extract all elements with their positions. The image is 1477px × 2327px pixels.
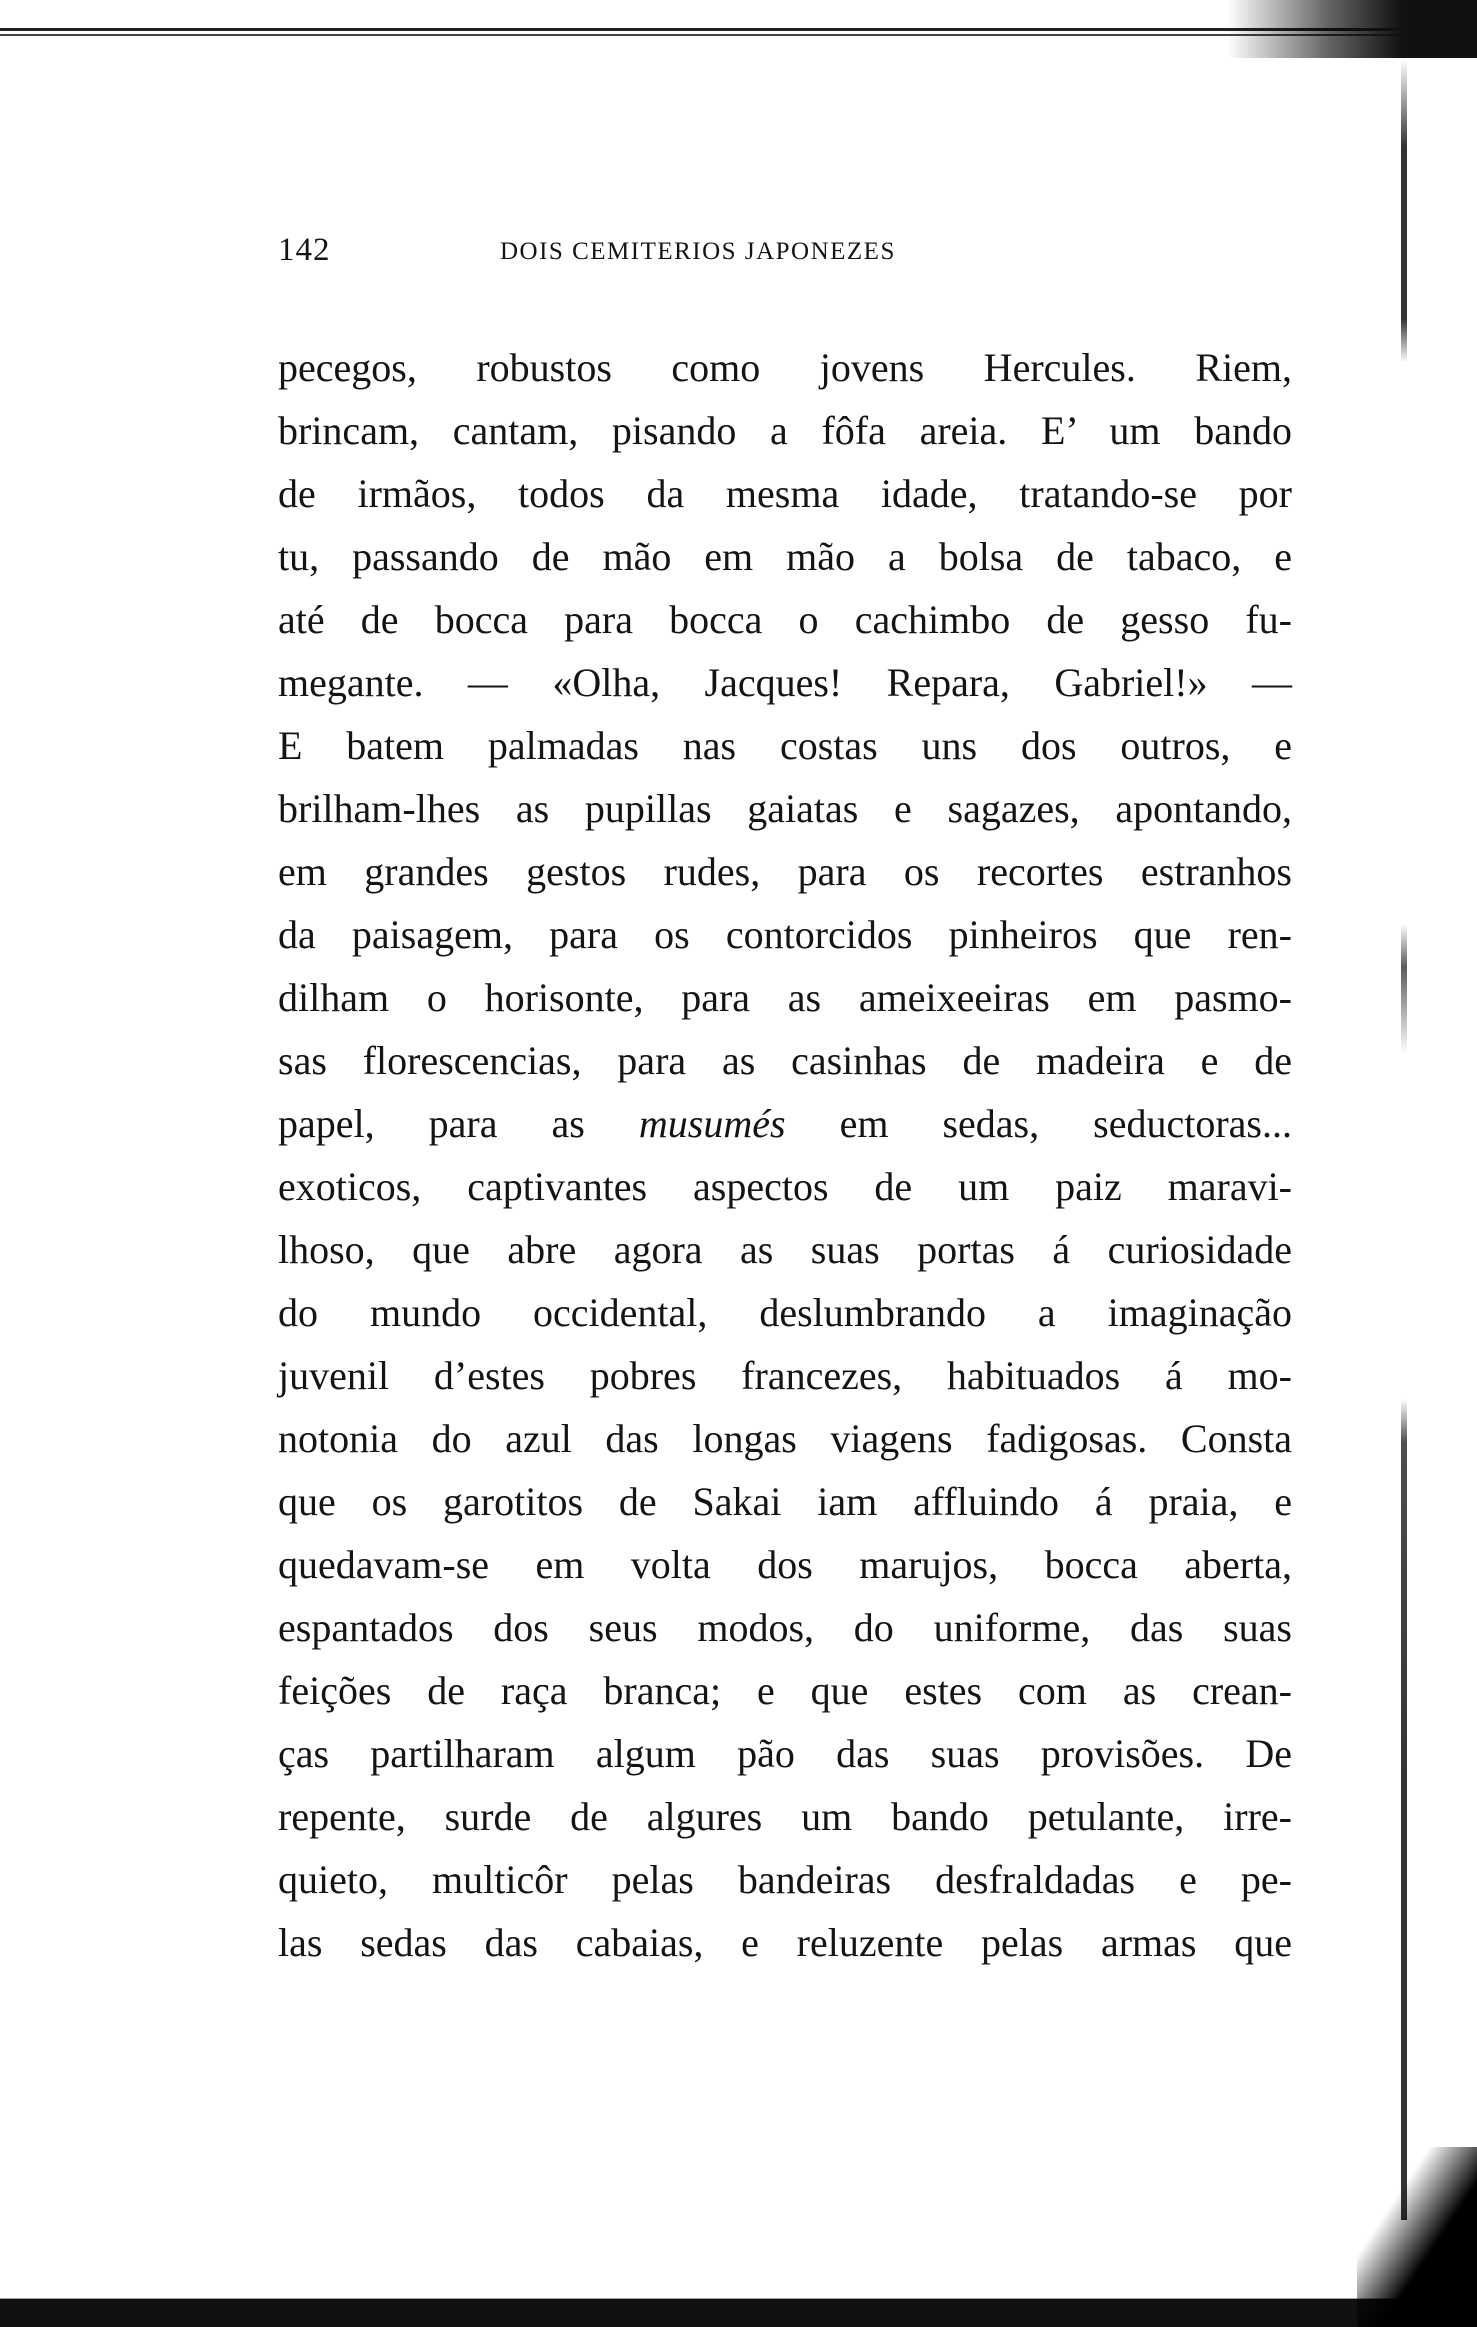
page-number: 142 <box>278 232 331 268</box>
text-line: feições de raça branca; e que estes com as crean- <box>278 1668 1292 1713</box>
scan-bottom-edge <box>0 2283 1477 2327</box>
text-line: ças partilharam algum pão das suas provisões. De <box>278 1731 1292 1776</box>
text-line: megante. — «Olha, Jacques! Repara, Gabriel!» — <box>278 660 1292 705</box>
text-line: lhoso, que abre agora as suas portas á curiosidade <box>278 1227 1292 1272</box>
body-text <box>278 336 1292 1974</box>
text-line: sas florescencias, para as casinhas de madeira e de <box>278 1038 1292 1083</box>
text-line: E batem palmadas nas costas uns dos outros, e <box>278 723 1292 768</box>
scan-right-edge <box>1401 60 1407 2220</box>
scan-top-edge <box>0 28 1440 38</box>
text-line: da paisagem, para os contorcidos pinheiros que ren- <box>278 912 1292 957</box>
text-line: exoticos, captivantes aspectos de um paiz maravi- <box>278 1164 1292 1209</box>
text-segment: em sedas, seductoras... <box>785 1101 1292 1146</box>
text-line: brincam, cantam, pisando a fôfa areia. E’ um bando <box>278 408 1292 453</box>
text-line: pecegos, robustos como jovens Hercules. Riem, <box>278 345 1292 390</box>
text-line: que os garotitos de Sakai iam affluindo á praia, e <box>278 1479 1292 1524</box>
text-line: de irmãos, todos da mesma idade, tratando-se por <box>278 471 1292 516</box>
text-line: em grandes gestos rudes, para os recortes estranhos <box>278 849 1292 894</box>
text-line: las sedas das cabaias, e reluzente pelas armas que <box>278 1920 1292 1965</box>
text-line: repente, surde de algures um bando petulante, irre- <box>278 1794 1292 1839</box>
page-header <box>278 232 1023 272</box>
text-segment: papel, para as <box>278 1101 639 1146</box>
running-head: DOIS CEMITERIOS JAPONEZES <box>500 238 896 265</box>
text-line: tu, passando de mão em mão a bolsa de tabaco, e <box>278 534 1292 579</box>
text-line: brilham-lhes as pupillas gaiatas e sagazes, apontando, <box>278 786 1292 831</box>
text-line: juvenil d’estes pobres francezes, habituados á mo- <box>278 1353 1292 1398</box>
italic-word: musumés <box>638 1101 786 1146</box>
text-line: até de bocca para bocca o cachimbo de gesso fu- <box>278 597 1292 642</box>
text-line: quieto, multicôr pelas bandeiras desfraldadas e pe- <box>278 1857 1292 1902</box>
scan-top-shadow <box>1227 0 1477 58</box>
scan-corner-shadow <box>1357 2147 1477 2327</box>
text-line: quedavam-se em volta dos marujos, bocca aberta, <box>278 1542 1292 1587</box>
text-line: espantados dos seus modos, do uniforme, das suas <box>278 1605 1292 1650</box>
text-line: notonia do azul das longas viagens fadigosas. Consta <box>278 1416 1292 1461</box>
text-line: do mundo occidental, deslumbrando a imaginação <box>278 1290 1292 1335</box>
text-line-with-italic <box>278 1092 1292 1155</box>
text-line: dilham o horisonte, para as ameixeeiras em pasmo- <box>278 975 1292 1020</box>
